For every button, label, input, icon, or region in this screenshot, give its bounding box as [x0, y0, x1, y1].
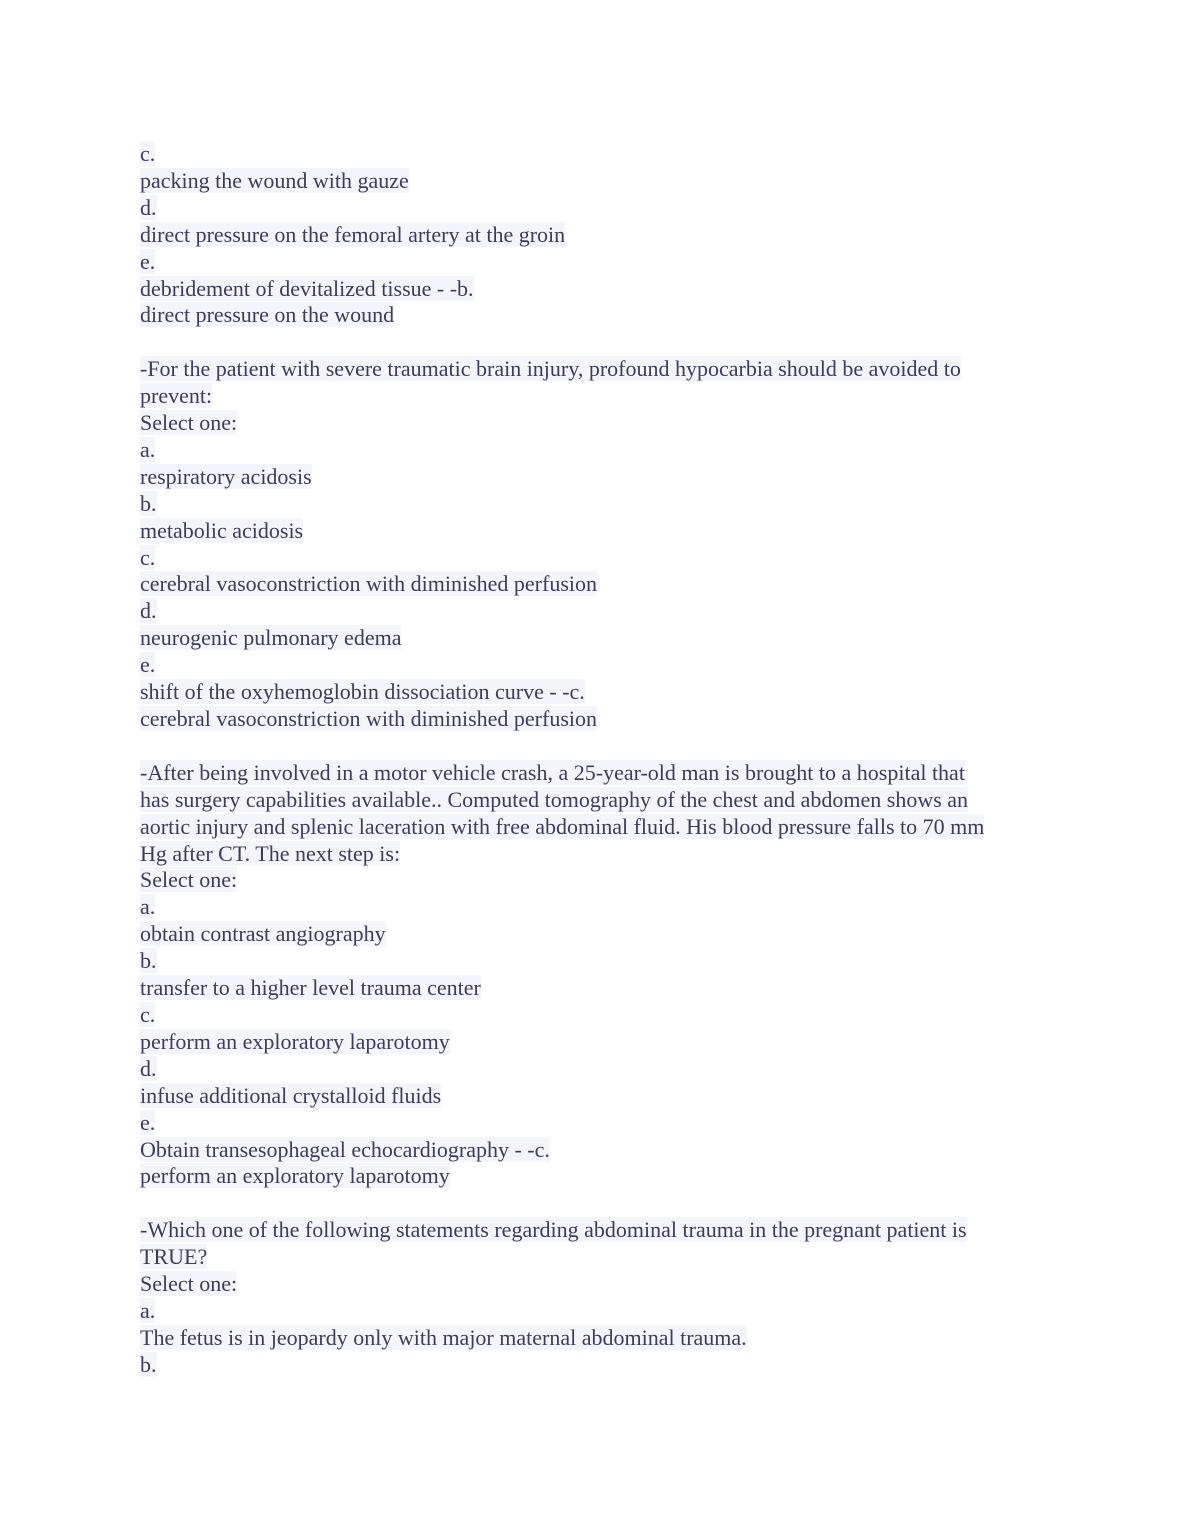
answer-text: direct pressure on the wound — [140, 302, 395, 328]
question-stem: -After being involved in a motor vehicle crash, a 25-year-old man is brought to a hospital that — [140, 759, 965, 785]
select-prompt: Select one: — [140, 1271, 238, 1297]
previous-question-fragment — [140, 141, 1050, 329]
option-text: packing the wound with gauze — [140, 167, 409, 193]
option-letter: c. — [140, 141, 156, 166]
option-letter: d. — [140, 1055, 157, 1081]
option-text: metabolic acidosis — [140, 517, 304, 543]
question-stem: has surgery capabilities available.. Computed tomography of the chest and abdomen shows an — [140, 786, 969, 812]
option-text: obtain contrast angiography — [140, 921, 386, 947]
option-text: respiratory acidosis — [140, 463, 312, 489]
question-stem: -For the patient with severe traumatic brain injury, profound hypocarbia should be avoided to — [140, 356, 961, 382]
option-letter: b. — [140, 1351, 157, 1377]
option-letter: e. — [140, 1109, 156, 1135]
option-letter: c. — [140, 1001, 156, 1027]
option-text: shift of the oxyhemoglobin dissociation curve - -c. — [140, 679, 585, 705]
document-page — [140, 141, 1050, 1379]
question-block — [140, 1217, 1050, 1378]
spacer — [140, 329, 1050, 356]
spacer — [140, 733, 1050, 760]
option-text: Obtain transesophageal echocardiography - -c. — [140, 1136, 550, 1162]
option-text: cerebral vasoconstriction with diminished perfusion — [140, 571, 597, 597]
option-letter: a. — [140, 1297, 156, 1323]
option-letter: e. — [140, 248, 156, 274]
select-prompt: Select one: — [140, 410, 238, 436]
question-stem: TRUE? — [140, 1244, 208, 1270]
option-letter: a. — [140, 894, 156, 920]
answer-text: cerebral vasoconstriction with diminished perfusion — [140, 706, 597, 732]
option-text: The fetus is in jeopardy only with major maternal abdominal trauma. — [140, 1324, 747, 1350]
option-text: neurogenic pulmonary edema — [140, 625, 402, 651]
question-stem: Hg after CT. The next step is: — [140, 840, 401, 866]
answer-text: perform an exploratory laparotomy — [140, 1163, 450, 1189]
option-letter: b. — [140, 490, 157, 516]
option-text: debridement of devitalized tissue - -b. — [140, 275, 474, 301]
option-text: direct pressure on the femoral artery at the groin — [140, 221, 566, 247]
question-stem: aortic injury and splenic laceration with free abdominal fluid. His blood pressure falls to 70 mm — [140, 813, 985, 839]
option-letter: d. — [140, 194, 157, 220]
option-letter: a. — [140, 436, 156, 462]
option-letter: e. — [140, 652, 156, 678]
question-stem: -Which one of the following statements regarding abdominal trauma in the pregnant patient is — [140, 1217, 967, 1243]
option-text: infuse additional crystalloid fluids — [140, 1082, 442, 1108]
option-text: transfer to a higher level trauma center — [140, 975, 481, 1001]
spacer — [140, 1190, 1050, 1217]
option-letter: d. — [140, 598, 157, 624]
question-stem: prevent: — [140, 383, 213, 409]
question-block — [140, 356, 1050, 733]
select-prompt: Select one: — [140, 867, 238, 893]
option-text: perform an exploratory laparotomy — [140, 1028, 450, 1054]
option-letter: b. — [140, 948, 157, 974]
option-letter: c. — [140, 544, 156, 570]
question-block — [140, 760, 1050, 1191]
